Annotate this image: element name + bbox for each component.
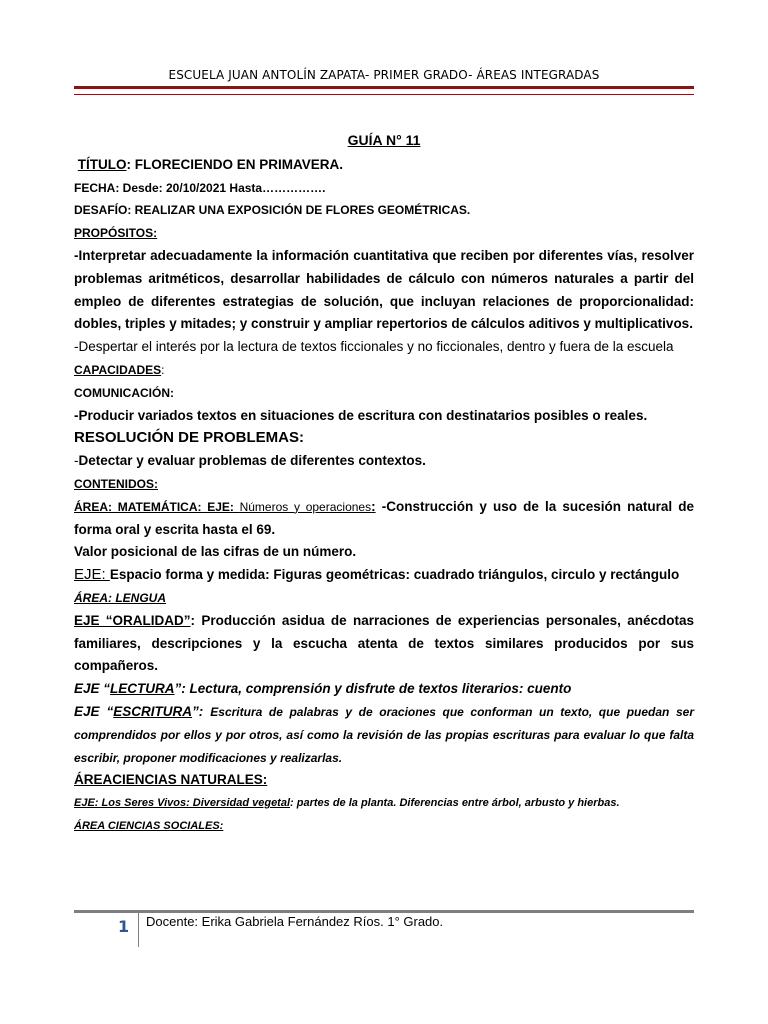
communication-heading: COMUNICACIÓN: bbox=[74, 385, 174, 400]
orality-text: : Producción asidua de narraciones de experiencias personales, anécdotas familiares, descripciones y la escucha atenta de textos similares producidos por sus compañeros. bbox=[74, 612, 694, 674]
language-area-heading: ÁREA: LENGUA bbox=[74, 590, 166, 605]
title-label: TÍTULO bbox=[77, 156, 127, 172]
place-value-line: Valor posicional de las cifras de un número. bbox=[74, 544, 357, 560]
problem-solving-line bbox=[74, 450, 694, 473]
page-header: ESCUELA JUAN ANTOLÍN ZAPATA- PRIMER GRADO- ÁREAS INTEGRADAS bbox=[168, 68, 600, 82]
orality-label: EJE “ORALIDAD” bbox=[74, 612, 191, 628]
orality-block bbox=[74, 610, 694, 678]
writing-mid: ”: bbox=[192, 703, 211, 719]
challenge-line: DESAFÍO: REALIZAR UNA EXPOSICIÓN DE FLORES GEOMÉTRICAS. bbox=[74, 203, 471, 218]
geometry-axis-text: Espacio forma y medida: Figuras geométricas: cuadrado triángulos, circulo y rectángulo bbox=[109, 567, 680, 583]
math-axis-label: Números y operaciones bbox=[239, 499, 372, 514]
capacities-colon: : bbox=[161, 362, 165, 377]
page-number-divider bbox=[138, 913, 139, 947]
reading-prefix: EJE “ bbox=[74, 681, 111, 697]
communication-text: -Producir variados textos en situaciones de escritura con destinatarios posibles o reales. bbox=[74, 407, 648, 423]
problem-solving-dash: - bbox=[74, 453, 79, 469]
problem-solving-text: Detectar y evaluar problemas de diferentes contextos. bbox=[78, 453, 426, 469]
page-number: 1 bbox=[118, 917, 130, 936]
footer-teacher: Docente: Erika Gabriela Fernández Ríos. 1° Grado. bbox=[146, 914, 444, 929]
purpose-2: -Despertar el interés por la lectura de textos ficcionales y no ficcionales, dentro y fuera de la escuela bbox=[74, 339, 674, 355]
geometry-axis-block bbox=[74, 564, 694, 587]
writing-text: Escritura de palabras y de oraciones que conforman un texto, que puedan ser comprendidos por ellos y por otros, así como la revisión de las propias escrituras para evaluar lo que falta escribir, proponer modificaciones y realizarlas. bbox=[74, 704, 694, 765]
purposes-heading: PROPÓSITOS: bbox=[74, 226, 158, 241]
footer-divider bbox=[74, 910, 694, 913]
writing-block bbox=[74, 701, 694, 769]
title-line bbox=[74, 154, 694, 177]
guide-number: GUÍA N° 11 bbox=[347, 132, 421, 148]
reading-block bbox=[74, 678, 694, 701]
writing-prefix: EJE “ bbox=[74, 703, 114, 719]
math-area-block bbox=[74, 496, 694, 542]
living-beings-label: EJE: Los Seres Vivos: Diversidad vegetal bbox=[74, 797, 291, 810]
living-beings-text: : partes de la planta. Diferencias entre árbol, arbusto y hierbas. bbox=[290, 797, 620, 810]
social-sciences-heading: ÁREA CIENCIAS SOCIALES: bbox=[74, 819, 224, 832]
math-axis-colon: : bbox=[371, 498, 376, 514]
header-divider bbox=[74, 86, 694, 95]
problem-solving-heading: RESOLUCIÓN DE PROBLEMAS: bbox=[74, 429, 305, 447]
math-area-text: -Construcción y uso de la sucesión natural de forma oral y escrita hasta el 69. bbox=[74, 498, 694, 537]
geometry-axis-label: EJE: bbox=[74, 566, 110, 584]
date-line: FECHA: Desde: 20/10/2021 Hasta……………. bbox=[74, 180, 326, 195]
title-text: : FLORECIENDO EN PRIMAVERA. bbox=[126, 156, 344, 172]
writing-label: ESCRITURA bbox=[113, 703, 193, 719]
contents-heading: CONTENIDOS: bbox=[74, 476, 158, 491]
document-body bbox=[74, 129, 694, 838]
reading-text: ”: Lectura, comprensión y disfrute de textos literarios: cuento bbox=[174, 681, 572, 697]
natural-sciences-heading: ÁREACIENCIAS NATURALES: bbox=[74, 772, 268, 788]
living-beings-line bbox=[74, 792, 694, 815]
capacities-line bbox=[74, 359, 694, 382]
math-area-label: ÁREA: MATEMÁTICA: EJE: bbox=[74, 499, 240, 514]
capacities-heading: CAPACIDADES bbox=[74, 362, 162, 377]
reading-label: LECTURA bbox=[110, 681, 175, 697]
purpose-1: -Interpretar adecuadamente la información cuantitativa que reciben por diferentes vías, resolver problemas aritméticos, desarrollar habilidades de cálculo con números naturales a partir del empleo de diferentes estrategias de solución, que incluyan relaciones de proporcionalidad: dobles, triples y mitades; y construir y ampliar repertorios de cálculos aditivos y multiplicativos. bbox=[74, 247, 694, 332]
